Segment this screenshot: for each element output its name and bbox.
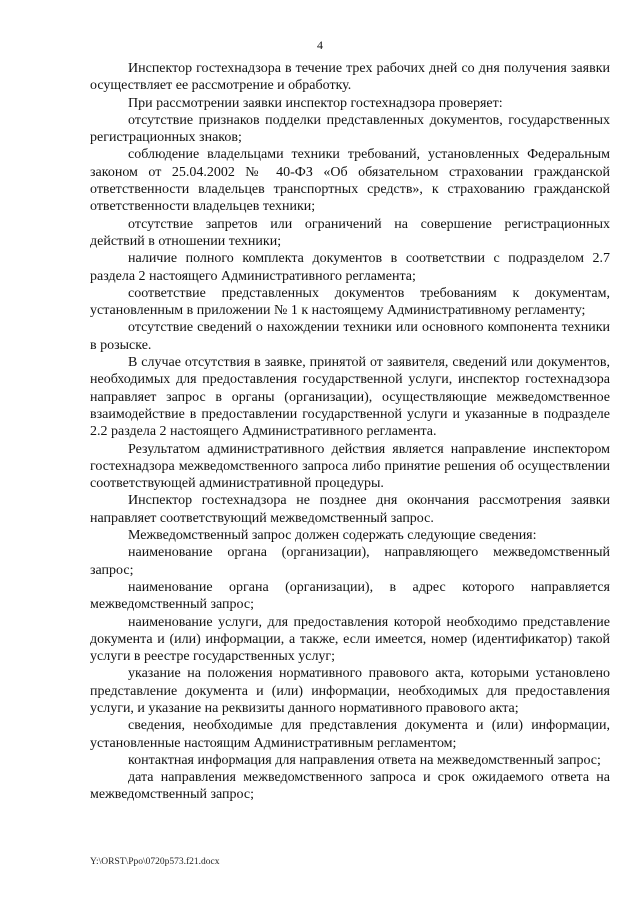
list-item: контактная информация для направления ответа на межведомственный запрос; [128,752,601,768]
paragraph: При рассмотрении заявки инспектор гостехнадзора проверяет: [128,95,503,111]
list-item: наименование органа (организации), в адрес которого направляется межведомственный запрос; [90,579,610,613]
list-item: наличие полного комплекта документов в соответствии с подразделом 2.7 раздела 2 настоящего Административного регламента; [90,251,610,284]
list-item: соблюдение владельцами техники требований, установленных Федеральным законом от 25.04.2002 № 40-ФЗ «Об обязательном страховании гражданской ответственности владельцев транспортных средств», к страхованию гражданской ответственности владельцев техники; [90,147,610,215]
list-item: наименование органа (организации), направляющего межведомственный запрос; [90,545,610,578]
list-item: наименование услуги, для предоставления которой необходимо представление документа и (или) информации, а также, если имеется, номер (идентификатор) такой услуги в реестре государственных услуг; [90,614,610,665]
document-body [90,60,610,804]
paragraph: Межведомственный запрос должен содержать следующие сведения: [128,528,537,544]
list-item: указание на положения нормативного правового акта, которыми установлено представление документа и (или) информации, необходимых для предоставления услуги, и указание на реквизиты данного нормативного правового акта; [90,666,610,716]
list-item: отсутствие сведений о нахождении техники или основного компонента техники в розыске. [90,320,610,353]
paragraph: Результатом административного действия является направление инспектором гостехнадзора межведомственного запроса либо принятие решения об осуществлении соответствующей административной процедуры. [90,441,610,492]
paragraph: В случае отсутствия в заявке, принятой от заявителя, сведений или документов, необходимых для предоставления государственной услуги, инспектор гостехнадзора направляет запрос в органы (организации), осуществляющие межведомственное взаимодействие в предоставлении государственной услуги и указанные в подразделе 2.2 раздела 2 настоящего Административного регламента. [90,355,610,440]
page-number: 4 [317,38,323,52]
list-item: дата направления межведомственного запроса и срок ожидаемого ответа на межведомственный запрос; [90,770,610,803]
list-item: сведения, необходимые для представления документа и (или) информации, установленные настоящим Административным регламентом; [90,718,610,751]
footer-file-path: Y:\ORST\Ppo\0720p573.f21.docx [90,857,220,867]
list-item: соответствие представленных документов требованиям к документам, установленным в приложении № 1 к настоящему Административному регламенту; [90,285,610,319]
paragraph: Инспектор гостехнадзора в течение трех рабочих дней со дня получения заявки осуществляет ее рассмотрение и обработку. [90,61,610,94]
paragraph: Инспектор гостехнадзора не позднее дня окончания рассмотрения заявки направляет соответствующий межведомственный запрос. [90,493,610,526]
list-item: отсутствие запретов или ограничений на совершение регистрационных действий в отношении техники; [90,216,610,249]
list-item: отсутствие признаков подделки представленных документов, государственных регистрационных знаков; [90,112,610,146]
